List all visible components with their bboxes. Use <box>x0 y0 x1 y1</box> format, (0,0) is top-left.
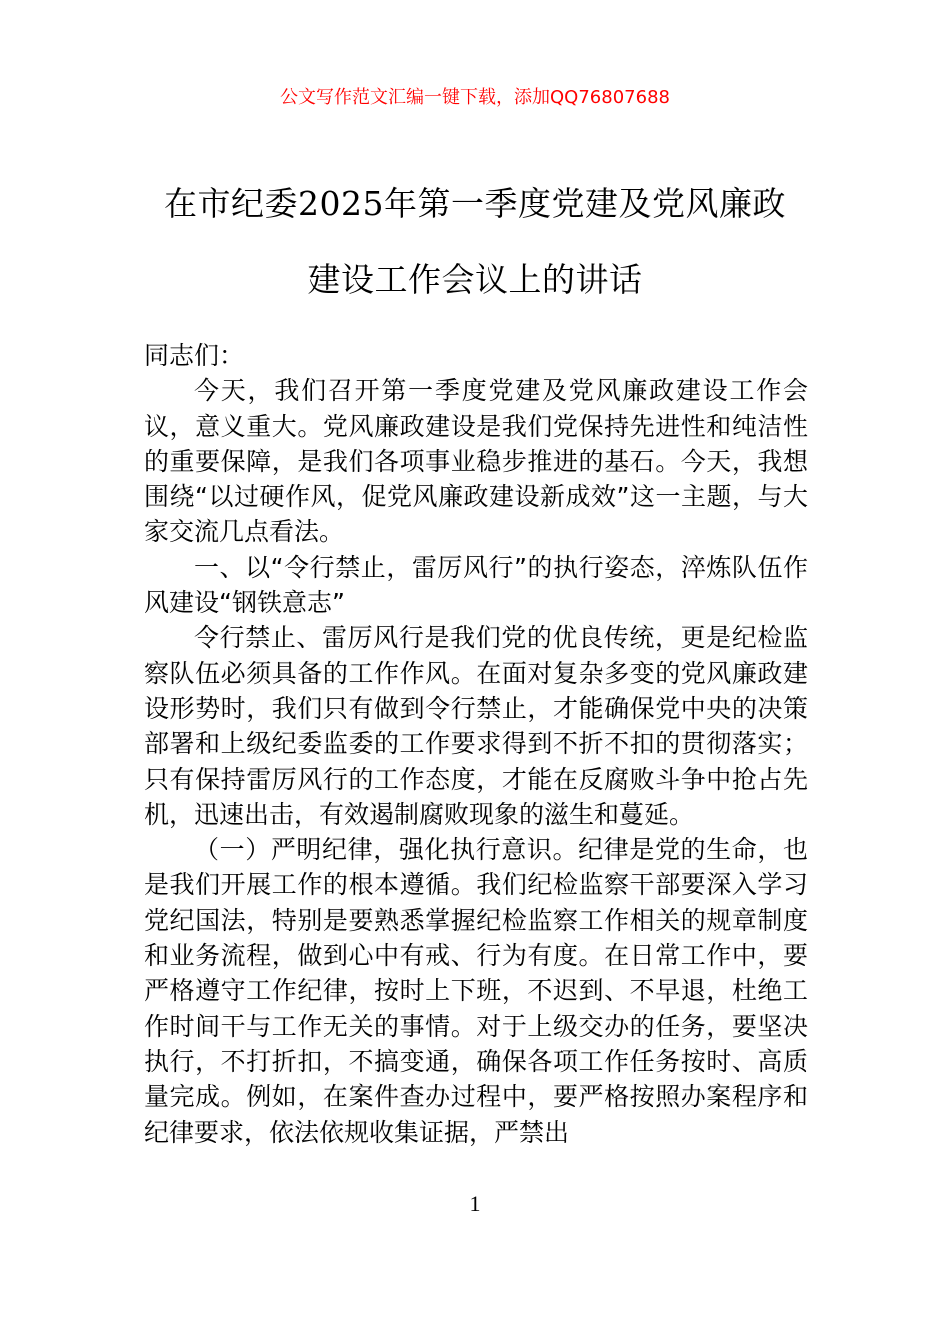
document-title-line-2: 建设工作会议上的讲话 <box>307 260 643 299</box>
paragraph-intro: 今天，我们召开第一季度党建及党风廉政建设工作会议，意义重大。党风廉政建设是我们党保持先进性和纯洁性的重要保障，是我们各项事业稳步推进的基石。今天，我想围绕“以过硬作风，促党风廉政建设新成效”这一主题，与大家交流几点看法。 <box>144 376 808 547</box>
paragraph-section-1: 令行禁止、雷厉风行是我们党的优良传统，更是纪检监察队伍必须具备的工作作风。在面对复杂多变的党风廉政建设形势时，我们只有做到令行禁止，才能确保党中央的决策部署和上级纪委监委的工作要求得到不折不扣的贯彻落实；只有保持雷厉风行的工作态度，才能在反腐败斗争中抢占先机，迅速出击，有效遏制腐败现象的滋生和蔓延。 <box>144 623 808 829</box>
page-number: 1 <box>469 1191 481 1216</box>
section-heading-1: 一、以“令行禁止，雷厉风行”的执行姿态，淬炼队伍作风建设“钢铁意志” <box>144 552 808 618</box>
salutation: 同志们： <box>144 341 245 370</box>
download-promo-note: 公文写作范文汇编一键下载，添加QQ76807688 <box>280 87 670 108</box>
document-body <box>144 338 808 1150</box>
document-title <box>0 166 950 318</box>
paragraph-subsection-1: （一）严明纪律，强化执行意识。纪律是党的生命，也是我们开展工作的根本遵循。我们纪检监察干部要深入学习党纪国法，特别是要熟悉掌握纪检监察工作相关的规章制度和业务流程，做到心中有戒、行为有度。在日常工作中，要严格遵守工作纪律，按时上下班，不迟到、不早退，杜绝工作时间干与工作无关的事情。对于上级交办的任务，要坚决执行，不打折扣，不搞变通，确保各项工作任务按时、高质量完成。例如，在案件查办过程中，要严格按照办案程序和纪律要求，依法依规收集证据，严禁出 <box>144 835 808 1147</box>
document-title-line-1: 在市纪委2025年第一季度党建及党风廉政 <box>164 184 786 223</box>
